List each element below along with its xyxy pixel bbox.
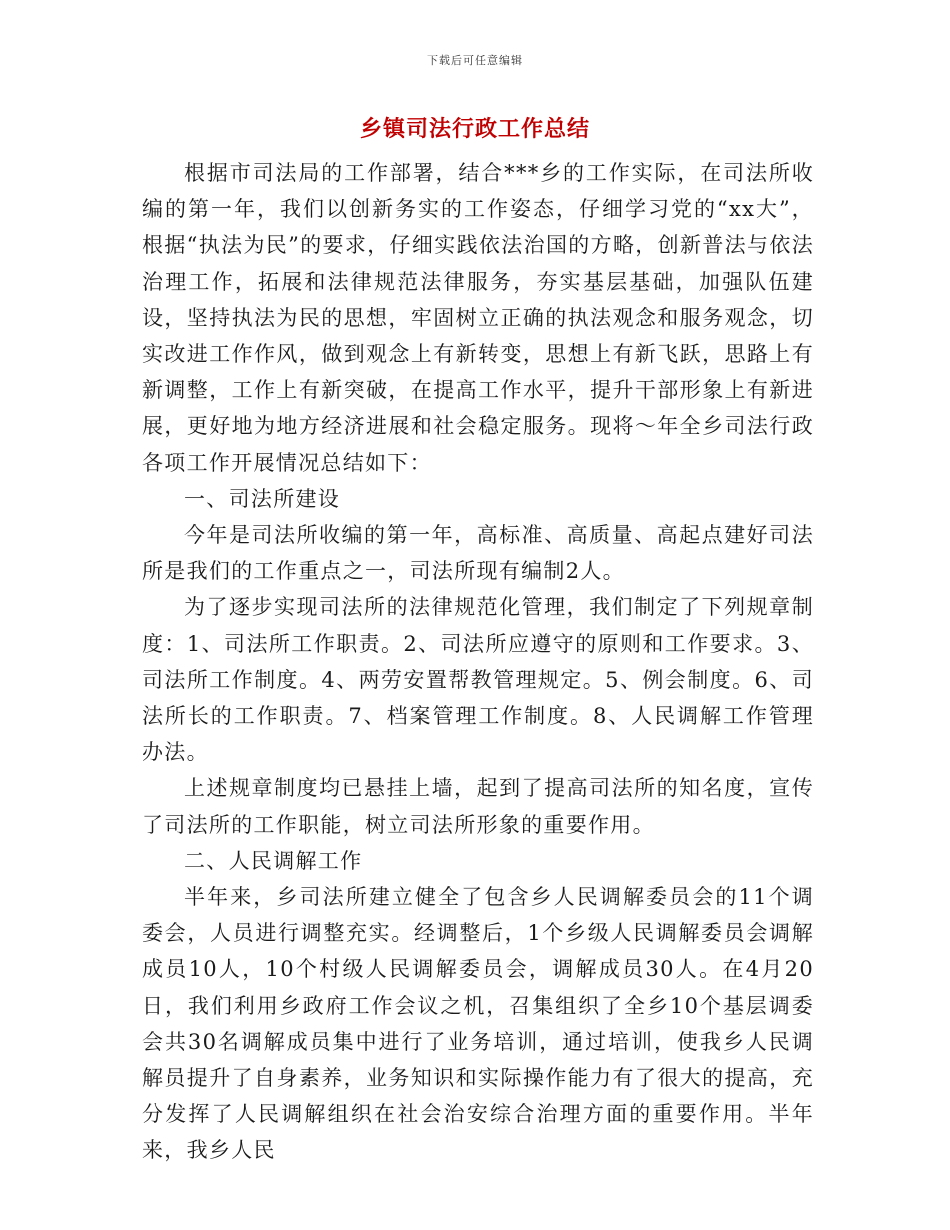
paragraph-mediation: 半年来，乡司法所建立健全了包含乡人民调解委员会的11个调委会，人员进行调整充实。经调整后，1个乡级人民调解委员会调解成员10人，10个村级人民调解委员会，调解成员30人。在4月20日，我们利用乡政府工作会议之机，召集组织了全乡10个基层调委会共30名调解成员集中进行了业务培训，通过培训，使我乡人民调解员提升了自身素养，业务知识和实际操作能力有了很大的提高，充分发挥了人民调解组织在社会治安综合治理方面的重要作用。半年来，我乡人民 <box>142 885 814 1163</box>
document-title: 乡镇司法行政工作总结 <box>359 116 590 142</box>
section-heading-2: 二、人民调解工作 <box>184 848 363 873</box>
paragraph-office-staffing: 今年是司法所收编的第一年，高标准、高质量、高起点建好司法所是我们的工作重点之一，司法所现有编制2人。 <box>142 523 814 584</box>
paragraph-regulations: 为了逐步实现司法所的法律规范化管理，我们制定了下列规章制度：1、司法所工作职责。2、司法所应遵守的原则和工作要求。3、司法所工作制度。4、两劳安置帮教管理规定。5、例会制度。6、司法所长的工作职责。7、档案管理工作制度。8、人民调解工作管理办法。 <box>142 595 814 765</box>
section-heading-1: 一、司法所建设 <box>184 486 341 511</box>
header-note: 下载后可任意编辑 <box>427 54 523 67</box>
paragraph-intro: 根据市司法局的工作部署，结合***乡的工作实际，在司法所收编的第一年，我们以创新务实的工作姿态，仔细学习党的“xx大”，根据“执法为民”的要求，仔细实践依法治国的方略，创新普法与依法治理工作，拓展和法律规范法律服务，夯实基层基础，加强队伍建设，坚持执法为民的思想，牢固树立正确的执法观念和服务观念，切实改进工作作风，做到观念上有新转变，思想上有新飞跃，思路上有新调整，工作上有新突破，在提高工作水平，提升干部形象上有新进展，更好地为地方经济进展和社会稳定服务。现将～年全乡司法行政各项工作开展情况总结如下： <box>142 161 814 475</box>
document-body <box>142 155 814 1169</box>
paragraph-regulations-effect: 上述规章制度均已悬挂上墙，起到了提高司法所的知名度，宣传了司法所的工作职能，树立司法所形象的重要作用。 <box>142 776 814 837</box>
